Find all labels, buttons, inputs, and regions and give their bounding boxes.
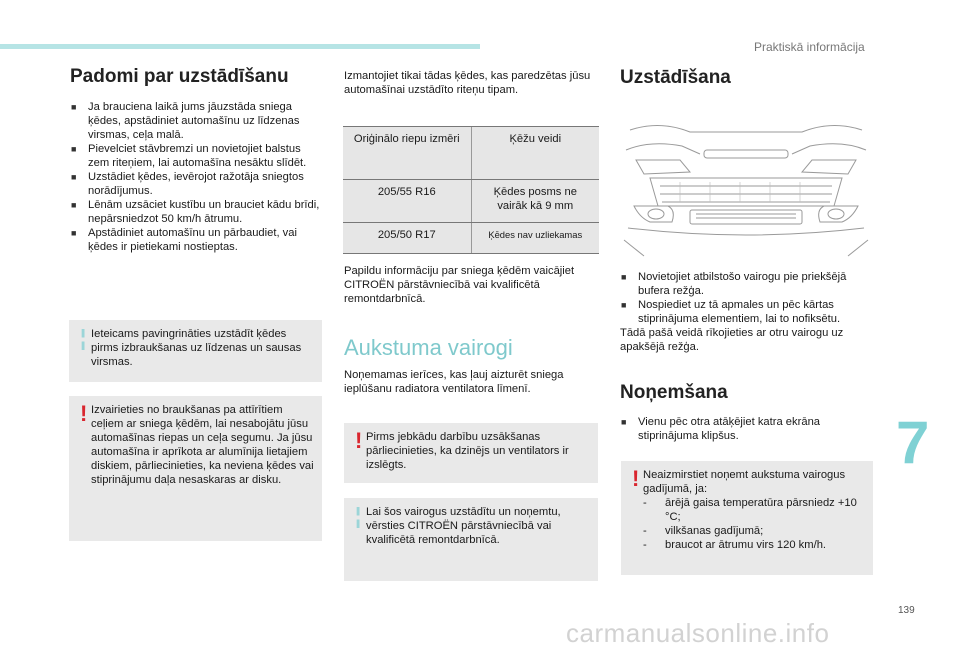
chains-intro: Izmantojiet tikai tādas ķēdes, kas paredzētas jūsu automašīnai uzstādīto riteņu tipam. (344, 70, 591, 96)
car-front-illustration (620, 110, 872, 262)
warning-box-remove-shields (621, 461, 873, 575)
exclamation-icon: ! (80, 401, 88, 426)
list-item: ■ Pievelciet stāvbremzi un novietojiet balstus zem riteņiem, lai automašīna nesāktu slīdēt. (71, 143, 307, 169)
watermark: carmanualsonline.info (566, 618, 830, 648)
chains-note: Papildu informāciju par sniega ķēdēm vaicājiet CITROËN pārstāvniecībā vai kvalificētā remontdarbnīcā. (344, 265, 575, 305)
table-cell: 205/50 R17 (343, 223, 471, 254)
list-item: - braucot ar ātrumu virs 120 km/h. (643, 539, 827, 551)
page-header: Praktiskā informācija (754, 40, 865, 54)
warning-intro: Neaizmirstiet noņemt aukstuma vairogus gadījumā, ja: (643, 469, 846, 495)
section-title-tips: Padomi par uzstādīšanu (70, 66, 289, 87)
section-title-installation: Uzstādīšana (620, 67, 731, 88)
square-bullet-icon: ■ (621, 417, 627, 427)
square-bullet-icon: ■ (71, 172, 77, 182)
list-item: ■ Ja brauciena laikā jums jāuzstāda sniega ķēdes, apstādiniet automašīnu uz līdzenas virsmas, ceļa malā. (71, 101, 300, 141)
table-row (343, 180, 599, 223)
table-row (343, 223, 599, 254)
page-number: 139 (898, 605, 915, 616)
tips-list (70, 100, 322, 254)
section-title-cold-shields: Aukstuma vairogi (344, 335, 513, 360)
info-bar-icon: ¦ (355, 503, 362, 528)
list-item: ■ Novietojiet atbilstošo vairogu pie priekšējā bufera režģa. (621, 271, 847, 297)
list-item: - ārējā gaisa temperatūra pārsniedz +10 °C; (643, 497, 857, 523)
square-bullet-icon: ■ (71, 102, 77, 112)
installation-after-text: Tādā pašā veidā rīkojieties ar otru vairogu uz apakšējā režģa. (620, 327, 844, 353)
list-item: ■ Lēnām uzsāciet kustību un brauciet kādu brīdi, nepārsniedzot 50 km/h ātrumu. (71, 199, 320, 225)
cold-shields-text: Noņemamas ierīces, kas ļauj aizturēt sniega ieplūšanu radiatora ventilatora līmenī. (344, 369, 564, 395)
list-item: ■ Vienu pēc otra atāķējiet katra ekrāna stiprinājuma klipšus. (621, 416, 821, 442)
square-bullet-icon: ■ (71, 144, 77, 154)
chapter-number: 7 (896, 409, 930, 476)
table-cell: Ķēdes posms ne vairāk kā 9 mm (471, 180, 599, 223)
list-item: ■ Nospiediet uz tā apmales un pēc kārtas stiprinājuma elementiem, lai to nofiksētu. (621, 299, 841, 325)
section-title-removal: Noņemšana (620, 382, 728, 403)
info-bar-icon: ¦ (80, 325, 87, 350)
square-bullet-icon: ■ (621, 300, 627, 310)
top-accent-bar (0, 44, 480, 49)
installation-list (620, 270, 872, 326)
list-item: ■ Apstādiniet automašīnu un pārbaudiet, vai ķēdes ir pietiekami nostieptas. (71, 227, 297, 253)
warning-box-engine: ! Pirms jebkādu darbību uzsākšanas pārliecinieties, ka dzinējs un ventilators ir izslēgts. (344, 423, 598, 483)
table-cell: Ķēdes nav uzliekamas (471, 223, 599, 254)
table-header-cell: Ķēžu veidi (471, 127, 599, 180)
info-box-practice: ¦ Ieteicams pavingrināties uzstādīt ķēdes pirms izbraukšanas uz līdzenas un sausas virsmas. (69, 320, 322, 382)
square-bullet-icon: ■ (71, 228, 77, 238)
warning-conditions (643, 496, 865, 552)
list-item: ■ Uzstādiet ķēdes, ievērojot ražotāja sniegtos norādījumus. (71, 171, 304, 197)
tire-chain-table (343, 126, 599, 254)
info-box-dealer: ¦ Lai šos vairogus uzstādītu un noņemtu, vērsties CITROËN pārstāvniecībā vai kvalificētā remontdarbnīcā. (344, 498, 598, 581)
table-cell: 205/55 R16 (343, 180, 471, 223)
warning-box-roads: ! Izvairieties no braukšanas pa attīrītiem ceļiem ar sniega ķēdēm, lai nesabojātu jūsu automašīnas riepas un ceļa segumu. Ja jūsu automašīna ir aprīkota ar alumīnija lietajiem diskiem, pārliecinieties, ka neviena ķēdes vai stiprinājumu daļa nesaskaras ar disku. (69, 396, 322, 541)
table-header-row (343, 127, 599, 180)
list-item: - vilkšanas gadījumā; (643, 525, 764, 537)
table-header-cell: Oriģinālo riepu izmēri (343, 127, 471, 180)
removal-list (620, 415, 872, 443)
exclamation-icon: ! (632, 466, 640, 491)
square-bullet-icon: ■ (621, 272, 627, 282)
exclamation-icon: ! (355, 428, 363, 453)
square-bullet-icon: ■ (71, 200, 77, 210)
